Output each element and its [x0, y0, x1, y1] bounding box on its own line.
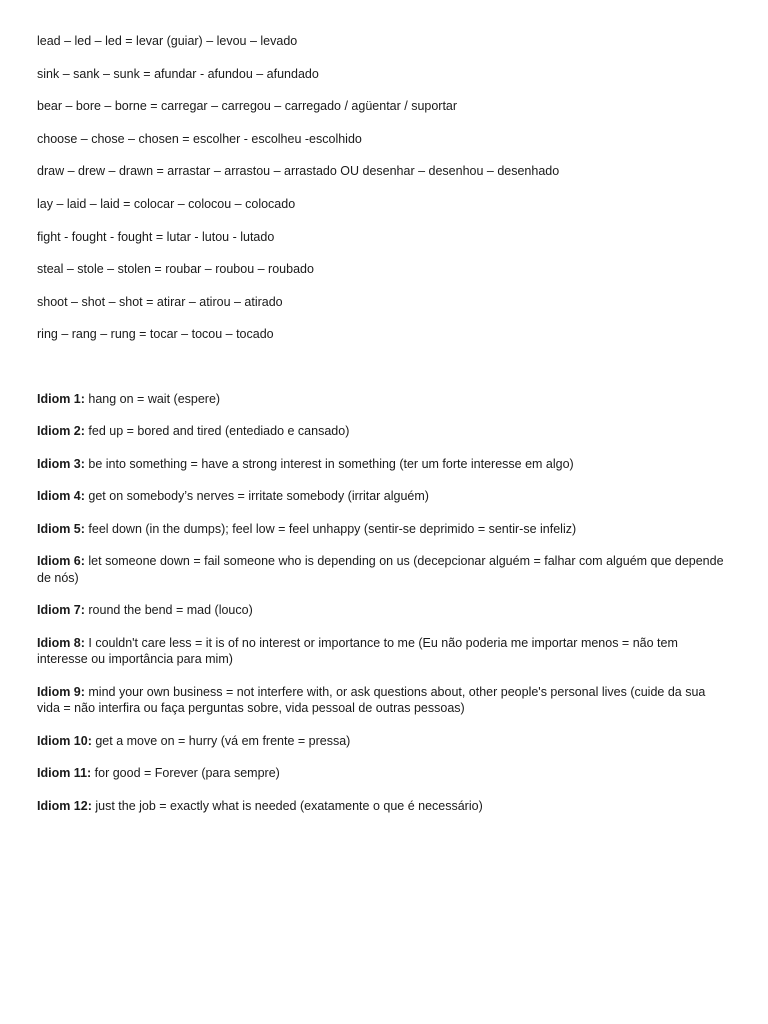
idiom-label: Idiom 2:	[37, 424, 85, 439]
section-spacer	[37, 359, 727, 391]
idiom-text: feel down (in the dumps); feel low = feel unhappy (sentir-se deprimido = sentir-se infeliz)	[84, 521, 577, 536]
idiom-text: just the job = exactly what is needed (exatamente o que é necessário)	[91, 798, 483, 813]
idiom-label: Idiom 7:	[37, 603, 85, 618]
idiom-label: Idiom 4:	[37, 489, 85, 504]
verb-line: lay – laid – laid = colocar – colocou – colocado	[37, 196, 296, 211]
idiom-label: Idiom 11:	[37, 766, 92, 781]
idiom-item	[37, 798, 727, 815]
verb-line: draw – drew – drawn = arrastar – arrastou – arrastado OU desenhar – desenhou – desenhado	[37, 164, 560, 179]
verb-line: choose – chose – chosen = escolher - escolheu -escolhido	[37, 131, 362, 146]
idiom-item	[37, 423, 727, 440]
idiom-label: Idiom 10:	[37, 733, 92, 748]
idiom-label: Idiom 3:	[37, 456, 85, 471]
idiom-label: Idiom 8:	[37, 635, 85, 650]
idiom-item	[37, 684, 727, 717]
verb-line: ring – rang – rung = tocar – tocou – tocado	[37, 327, 274, 342]
idiom-text: let someone down = fail someone who is depending on us (decepcionar alguém = falhar com alguém que depende de nós)	[37, 554, 724, 585]
idiom-item	[37, 521, 727, 538]
idiom-text: hang on = wait (espere)	[84, 391, 221, 406]
verb-line: bear – bore – borne = carregar – carregou – carregado / agüentar / suportar	[37, 99, 458, 114]
idiom-label: Idiom 6:	[37, 554, 85, 569]
idiom-text: get a move on = hurry (vá em frente = pressa)	[91, 733, 351, 748]
idiom-item	[37, 553, 727, 586]
verb-line: steal – stole – stolen = roubar – roubou – roubado	[37, 262, 314, 277]
idiom-text: I couldn't care less = it is of no interest or importance to me (Eu não poderia me importar menos = não tem interesse ou importância para mim)	[37, 635, 678, 667]
idiom-item	[37, 635, 727, 668]
verb-line: lead – led – led = levar (guiar) – levou – levado	[37, 34, 298, 48]
idioms-list	[37, 391, 727, 815]
idiom-item	[37, 765, 727, 782]
idiom-label: Idiom 9:	[37, 684, 85, 699]
idiom-item	[37, 488, 727, 505]
idiom-text: be into something = have a strong interest in something (ter um forte interesse em algo)	[84, 456, 574, 471]
idiom-item	[37, 391, 727, 408]
idiom-text: round the bend = mad (louco)	[84, 603, 253, 618]
document-page	[37, 33, 727, 830]
verb-line: fight - fought - fought = lutar - lutou - lutado	[37, 229, 275, 244]
idiom-text: mind your own business = not interfere with, or ask questions about, other people's personal lives (cuide da sua vida = não interfira ou faça perguntas sobre, vida pessoal de outras pessoas)	[37, 684, 706, 716]
idiom-item	[37, 602, 727, 619]
verb-line: shoot – shot – shot = atirar – atirou – atirado	[37, 294, 283, 309]
idiom-text: get on somebody’s nerves = irritate somebody (irritar alguém)	[84, 489, 429, 504]
idiom-text: for good = Forever (para sempre)	[91, 766, 280, 781]
verb-line: sink – sank – sunk = afundar - afundou – afundado	[37, 66, 319, 81]
idiom-label: Idiom 12:	[37, 798, 92, 813]
idiom-item	[37, 456, 727, 473]
idiom-item	[37, 733, 727, 750]
idiom-label: Idiom 5:	[37, 521, 85, 536]
idiom-text: fed up = bored and tired (entediado e cansado)	[84, 424, 350, 439]
idiom-label: Idiom 1:	[37, 391, 85, 406]
irregular-verbs-list	[37, 33, 727, 342]
